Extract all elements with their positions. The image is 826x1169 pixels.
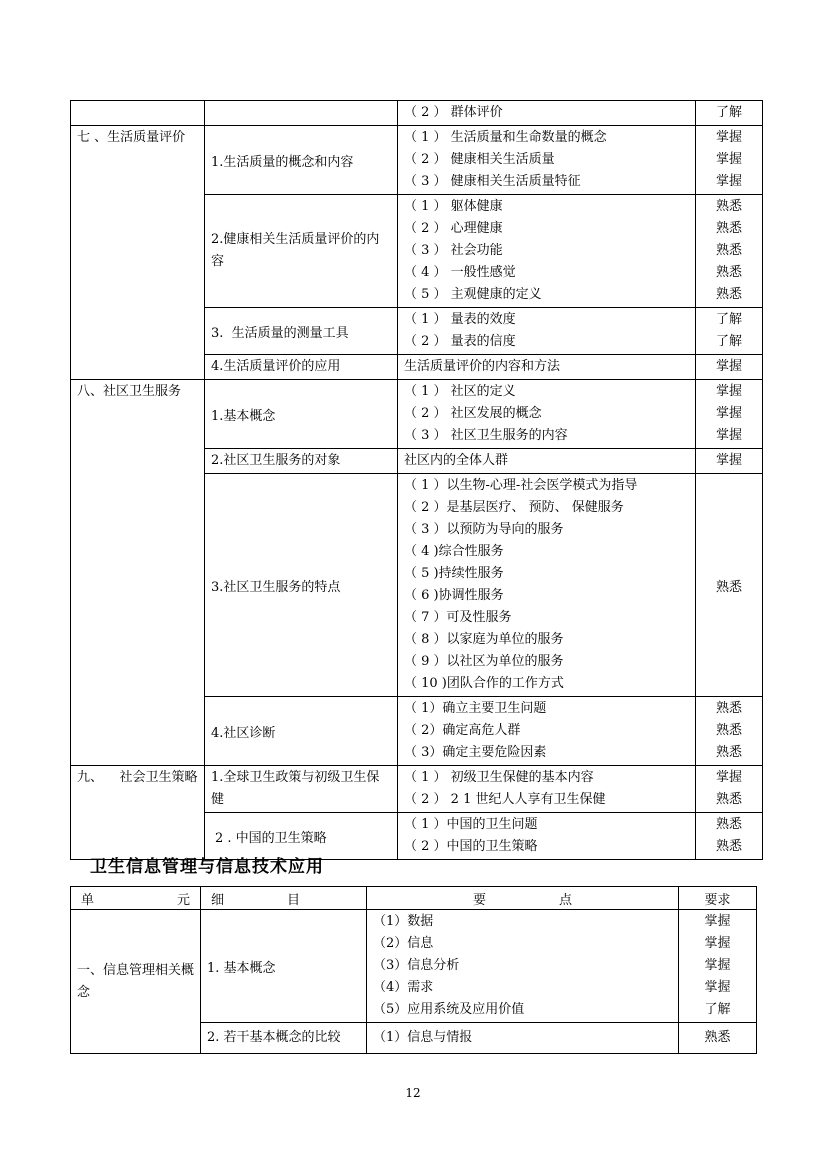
table-row bbox=[71, 910, 757, 1023]
requirement-cell: 掌握 熟悉 bbox=[696, 766, 763, 813]
requirement-cell: 熟悉 熟悉 bbox=[696, 813, 763, 860]
detail-cell: 3.社区卫生服务的特点 bbox=[205, 474, 398, 697]
requirement-cell: 掌握 bbox=[696, 355, 763, 380]
unit-cell: 七 、生活质量评价 bbox=[71, 126, 205, 380]
section-title: 卫生信息管理与信息技术应用 bbox=[90, 857, 324, 877]
points-cell: （ 1 ） 量表的效度 （ 2 ） 量表的信度 bbox=[398, 308, 696, 355]
detail-cell bbox=[205, 101, 398, 126]
requirement-cell: 掌握 掌握 掌握 bbox=[696, 380, 763, 449]
detail-cell: 2.健康相关生活质量评价的内容 bbox=[205, 195, 398, 308]
unit-cell: 八、社区卫生服务 bbox=[71, 380, 205, 766]
detail-cell: 1. 基本概念 bbox=[201, 910, 367, 1023]
detail-cell: 2 . 中国的卫生策略 bbox=[205, 813, 398, 860]
syllabus-table-social-medicine bbox=[70, 100, 763, 860]
unit-cell: 一、信息管理相关概念 bbox=[71, 910, 201, 1054]
detail-cell: 4.生活质量评价的应用 bbox=[205, 355, 398, 380]
table-row bbox=[71, 380, 763, 449]
points-cell: （ 2 ） 群体评价 bbox=[398, 101, 696, 126]
table-row bbox=[71, 126, 763, 195]
header-detail: 细 目 bbox=[201, 887, 367, 910]
detail-cell: 2. 若干基本概念的比较 bbox=[201, 1023, 367, 1054]
points-cell: 生活质量评价的内容和方法 bbox=[398, 355, 696, 380]
unit-cell: 九、 社会卫生策略 bbox=[71, 766, 205, 860]
requirement-cell: 熟悉 熟悉 熟悉 bbox=[696, 697, 763, 766]
points-cell: （ 1 ）以生物-心理-社会医学模式为指导 （ 2 ）是基层医疗、 预防、 保健服务 （ 3 ）以预防为导向的服务 （ 4 )综合性服务 （ 5 )持续性服务 （ 6 )协调性服务 （ 7 ）可及性服务 （ 8 ）以家庭为单位的服务 （ 9 ）以社区为单位的服务 （ 10 )团队合作的工作方式 bbox=[398, 474, 696, 697]
points-cell: （ 1 ） 躯体健康 （ 2 ） 心理健康 （ 3 ） 社会功能 （ 4 ） 一般性感觉 （ 5 ） 主观健康的定义 bbox=[398, 195, 696, 308]
unit-cell bbox=[71, 101, 205, 126]
header-requirement: 要求 bbox=[679, 887, 757, 910]
points-cell: （1）信息与情报 bbox=[367, 1023, 679, 1054]
requirement-cell: 熟悉 bbox=[696, 474, 763, 697]
requirement-cell: 了解 bbox=[696, 101, 763, 126]
requirement-cell: 掌握 掌握 掌握 掌握 了解 bbox=[679, 910, 757, 1023]
detail-cell: 3. 生活质量的测量工具 bbox=[205, 308, 398, 355]
points-cell: （ 1 ）中国的卫生问题 （ 2 ）中国的卫生策略 bbox=[398, 813, 696, 860]
requirement-cell: 了解 了解 bbox=[696, 308, 763, 355]
requirement-cell: 熟悉 bbox=[679, 1023, 757, 1054]
points-cell: （ 1）确立主要卫生问题 （ 2）确定高危人群 （ 3）确定主要危险因素 bbox=[398, 697, 696, 766]
points-cell: （1）数据 （2）信息 （3）信息分析 （4）需求 （5）应用系统及应用价值 bbox=[367, 910, 679, 1023]
requirement-cell: 掌握 bbox=[696, 449, 763, 474]
detail-cell: 4.社区诊断 bbox=[205, 697, 398, 766]
table-row bbox=[71, 101, 763, 126]
detail-cell: 1.全球卫生政策与初级卫生保健 bbox=[205, 766, 398, 813]
syllabus-table-health-information bbox=[70, 886, 757, 1054]
detail-cell: 1.生活质量的概念和内容 bbox=[205, 126, 398, 195]
points-cell: （ 1 ） 生活质量和生命数量的概念 （ 2 ） 健康相关生活质量 （ 3 ） 健康相关生活质量特征 bbox=[398, 126, 696, 195]
requirement-cell: 熟悉 熟悉 熟悉 熟悉 熟悉 bbox=[696, 195, 763, 308]
table-header-row bbox=[71, 887, 757, 910]
requirement-cell: 掌握 掌握 掌握 bbox=[696, 126, 763, 195]
header-unit: 单 元 bbox=[71, 887, 201, 910]
points-cell: （ 1 ） 社区的定义 （ 2 ） 社区发展的概念 （ 3 ） 社区卫生服务的内容 bbox=[398, 380, 696, 449]
points-cell: 社区内的全体人群 bbox=[398, 449, 696, 474]
detail-cell: 1.基本概念 bbox=[205, 380, 398, 449]
page-number: 12 bbox=[405, 1086, 421, 1100]
detail-cell: 2.社区卫生服务的对象 bbox=[205, 449, 398, 474]
points-cell: （ 1 ） 初级卫生保健的基本内容 （ 2 ） 2 1 世纪人人享有卫生保健 bbox=[398, 766, 696, 813]
table-row bbox=[71, 766, 763, 813]
header-points: 要 点 bbox=[367, 887, 679, 910]
